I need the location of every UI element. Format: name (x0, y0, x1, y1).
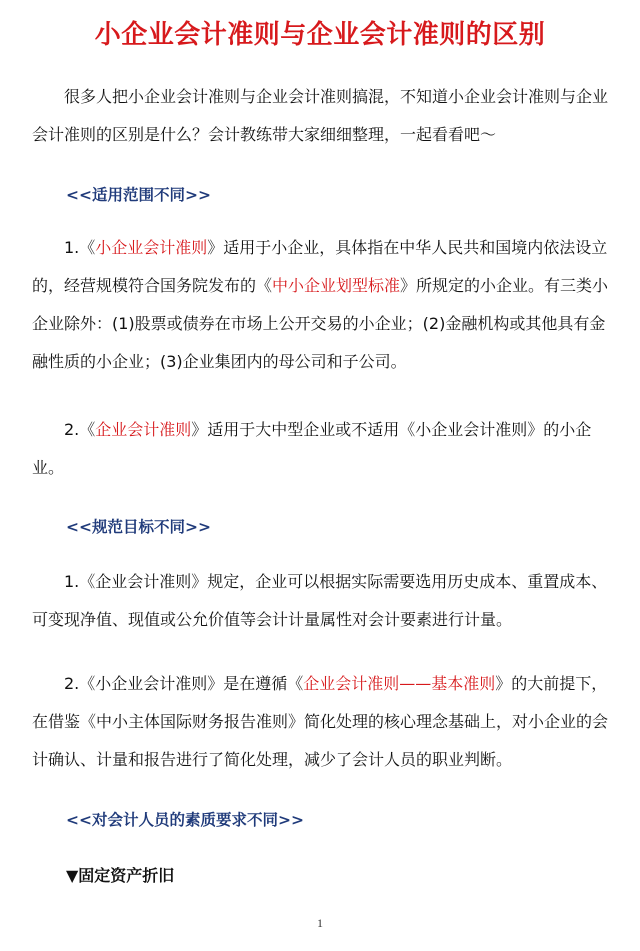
small-enterprise-standard-link[interactable]: 小企业会计准则 (95, 238, 208, 257)
subheading-fixed-asset-depreciation: ▼固定资产折旧 (66, 866, 175, 885)
intro-paragraph: 很多人把小企业会计准则与企业会计准则搞混，不知道小企业会计准则与企业会计准则的区别是什么？会计教练带大家细细整理，一起看看吧～ (32, 87, 609, 144)
objective-item-2-rest: 》的大前提下，在借鉴《中小主体国际财务报告准则》简化处理的核心理念基础上，对小企业的会计确认、计量和报告进行了简化处理，减少了会计人员的职业判断。 (32, 674, 609, 769)
objective-item-1: 1.《企业会计准则》规定，企业可以根据实际需要选用历史成本、重置成本、可变现净值、现值或公允价值等会计计量属性对会计要素进行计量。 (32, 572, 608, 629)
scope-item-1 (32, 229, 610, 381)
document-title: 小企业会计准则与企业会计准则的区别 (94, 20, 546, 50)
page-number: 1 (317, 916, 323, 930)
basic-standard-link[interactable]: 企业会计准则——基本准则 (303, 674, 496, 693)
scope-item-2-prefix: 2.《 (64, 420, 96, 439)
section-heading-scope: <<适用范围不同>> (66, 186, 211, 204)
enterprise-standard-link[interactable]: 企业会计准则 (95, 420, 192, 439)
section-heading-requirements: <<对会计人员的素质要求不同>> (66, 811, 304, 829)
section-heading-objective: <<规范目标不同>> (66, 518, 211, 536)
objective-item-2-prefix: 2.《小企业会计准则》是在遵循《 (64, 674, 304, 693)
scope-item-2 (32, 411, 610, 487)
scope-item-1-mid: 》适用于小企业，具体指在中华人民共和国境内依法设立的，经营规模符合国务院发布的《 (32, 238, 608, 295)
scope-item-2-rest: 》适用于大中型企业或不适用《小企业会计准则》的小企业。 (32, 420, 592, 477)
objective-item-2 (32, 665, 610, 779)
scope-item-1-rest: 》所规定的小企业。有三类小企业除外：(1)股票或债券在市场上公开交易的小企业；(2)金融机构或其他具有金融性质的小企业；(3)企业集团内的母公司和子公司。 (32, 276, 609, 371)
sme-classification-link[interactable]: 中小企业划型标准 (272, 276, 401, 295)
scope-item-1-prefix: 1.《 (64, 238, 96, 257)
